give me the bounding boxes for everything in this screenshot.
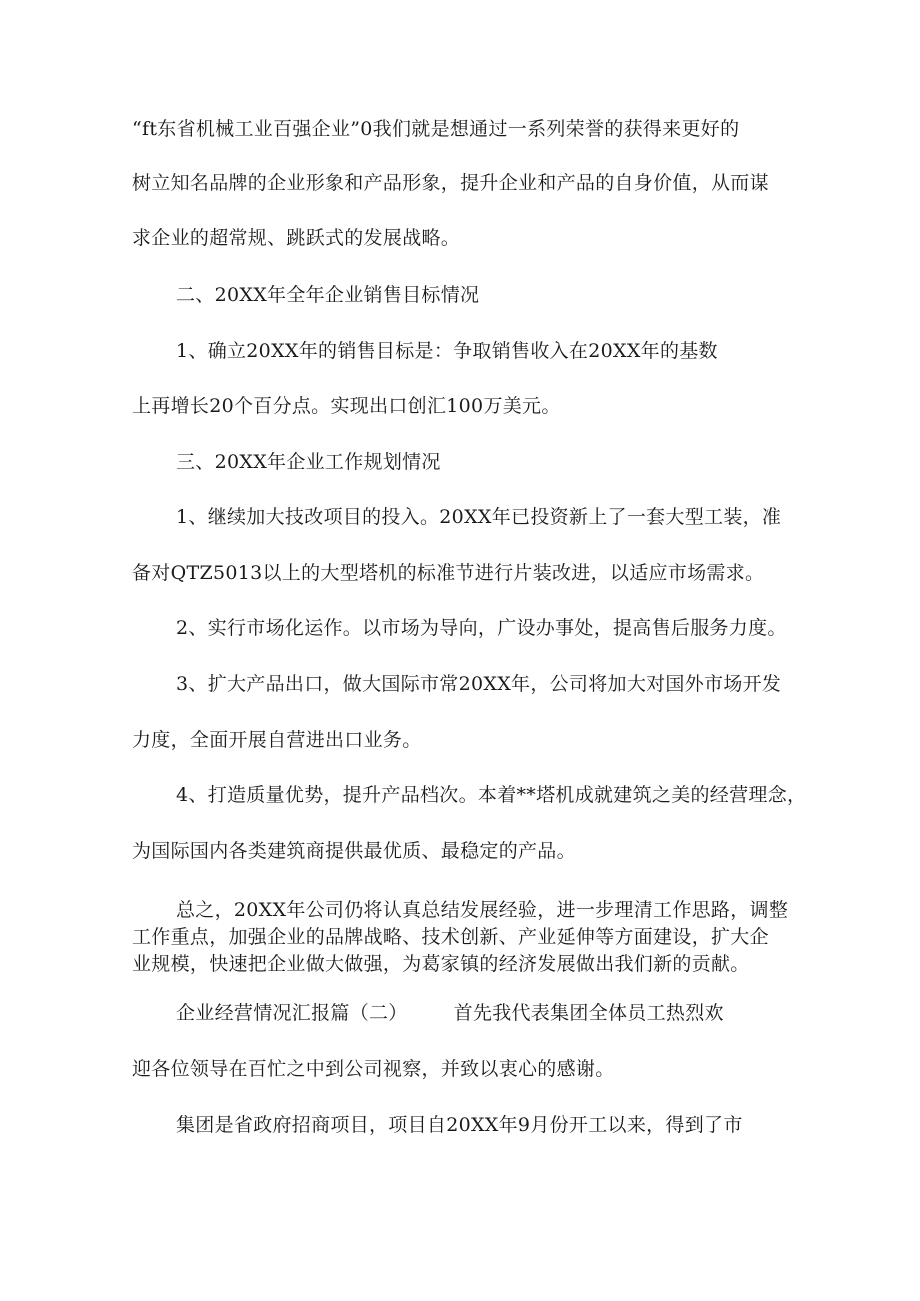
part-intro: 首先我代表集团全体员工热烈欢 [453,1002,724,1024]
text-line: 总之，20XX年公司仍将认真总结发展经验，进一步理清工作思路，调整 [176,899,789,921]
text-line: 集团是省政府招商项目，项目自20XX年9月份开工以来，得到了市 [176,1114,743,1136]
text-line: 上再增长20个百分点。实现出口创汇100万美元。 [132,395,561,417]
text-line: 2、实行市场化运作。以市场为导向，广设办事处，提高售后服务力度。 [176,617,787,639]
text-line: “ft东省机械工业百强企业”0我们就是想通过一系列荣誉的获得来更好的 [132,118,740,140]
text-line: 备对QTZ5013以上的大型塔机的标准节进行片装改进，以适应市场需求。 [132,562,765,584]
section-heading: 二、20XX年全年企业销售目标情况 [176,284,480,306]
text-line: 力度，全面开展自营进出口业务。 [132,729,422,751]
text-line: 4、打造质量优势，提升产品档次。本着**塔机成就建筑之美的经营理念， [176,784,807,806]
text-line: 业规模，快速把企业做大做强，为葛家镇的经济发展做出我们新的贡献。 [132,953,750,975]
text-line: 3、扩大产品出口，做大国际市常20XX年，公司将加大对国外市场开发 [176,673,782,695]
text-line: 迎各位领导在百忙之中到公司视察，并致以衷心的感谢。 [132,1058,615,1080]
section-heading: 三、20XX年企业工作规划情况 [176,451,441,473]
part-title-line [176,1000,724,1026]
text-line: 求企业的超常规、跳跃式的发展战略。 [132,227,461,249]
text-line: 工作重点，加强企业的品牌战略、技术创新、产业延伸等方面建设，扩大企 [132,926,769,948]
text-line: 为国际国内各类建筑商提供最优质、最稳定的产品。 [132,840,576,862]
part-title: 企业经营情况汇报篇（二） [176,1002,408,1024]
text-line: 1、继续加大技改项目的投入。20XX年已投资新上了一套大型工装，准 [176,506,782,528]
text-line: 树立知名品牌的企业形象和产品形象，提升企业和产品的自身价值，从而谋 [132,172,769,194]
text-line: 1、确立20XX年的销售目标是：争取销售收入在20XX年的基数 [176,340,718,362]
